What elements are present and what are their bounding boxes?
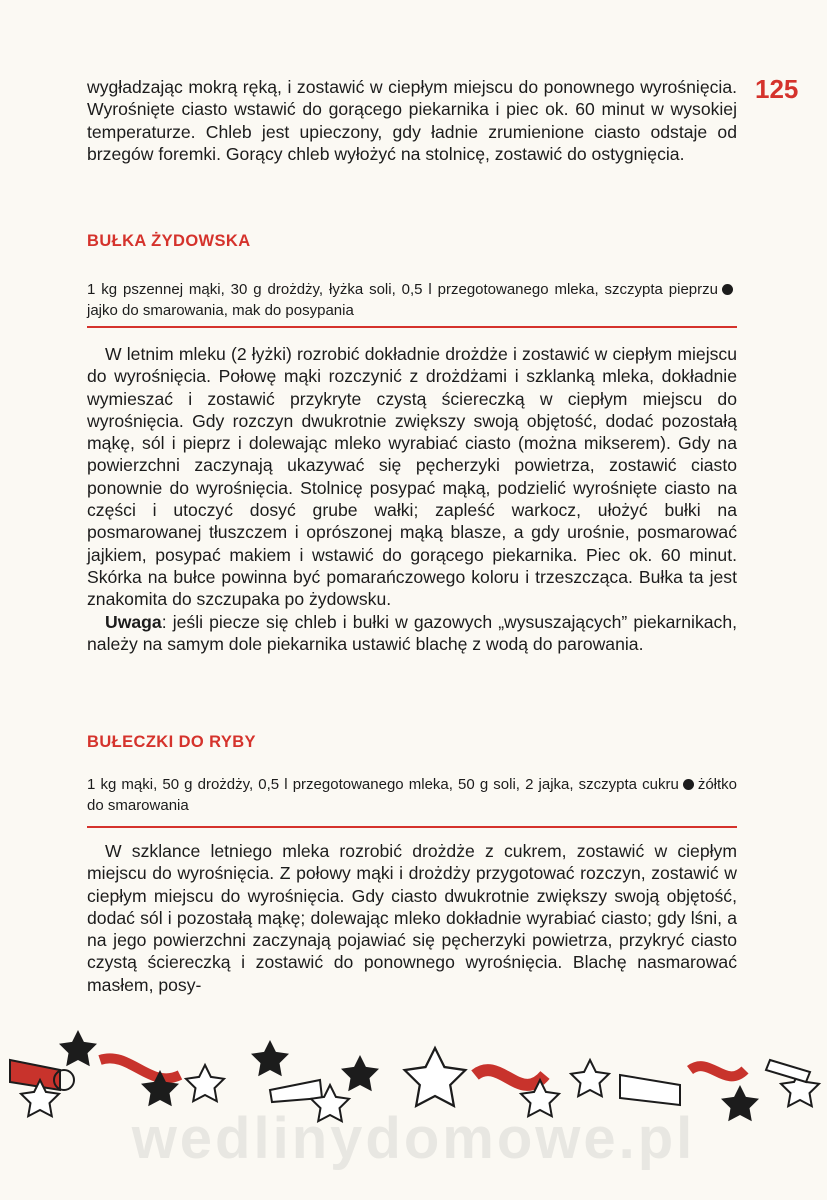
intro-block	[87, 76, 737, 165]
method-block-bulka-zydowska	[87, 343, 737, 655]
page-number: 125	[755, 74, 799, 104]
watermark: wedlinydomowe.pl	[131, 1106, 696, 1171]
streamer-swirl-icon	[100, 1058, 180, 1078]
star-icon	[571, 1060, 609, 1096]
ingredients-main: 1 kg mąki, 50 g drożdży, 0,5 l przegotowanego mleka, 50 g soli, 2 jajka, szczypta cukru	[87, 776, 679, 793]
recipe-title-buleczki-do-ryby: BUŁECZKI DO RYBY	[87, 733, 256, 751]
note-text: : jeśli piecze się chleb i bułki w gazowych „wysuszających” piekarnikach, należy na samym dole piekarnika ustawić blachę z wodą do parowania.	[87, 611, 737, 654]
ingredients-extra: jajko do smarowania, mak do posypania	[87, 302, 354, 319]
star-icon	[341, 1055, 379, 1091]
party-horn-icon	[620, 1075, 680, 1105]
ingredients-main: 1 kg pszennej mąki, 30 g drożdży, łyżka soli, 0,5 l przegotowanego mleka, szczypta pieprzu	[87, 281, 718, 298]
ingredients-extra: żółtko do smarowania	[87, 776, 737, 814]
method-block-buleczki-do-ryby	[87, 840, 737, 996]
streamer-swirl-icon	[475, 1070, 545, 1085]
method-paragraph: W letnim mleku (2 łyżki) rozrobić dokładnie drożdże i zostawić w ciepłym miejscu do wyrośnięcia. Połowę mąki rozczynić z drożdżami i szklanką mleka, dokładnie wymieszać i zostawić przykryte czystą ściereczką w ciepłym miejscu do wyrośnięcia. Gdy rozczyn dwukrotnie zwiększy swoją objętość, dodać pozostałą mąkę, sól i pieprz i dolewając mleko wyrabiać ciasto (można mikserem). Gdy na powierzchni zaczynają ukazywać się pęcherzyki powietrza, zostawić ciasto ponownie do wyrośnięcia. Stolnicę posypać mąką, podzielić wyrośnięte ciasto na części i utoczyć dosyć grube wałki; zapleść warkocz, ułożyć bułki na posmarowanej tłuszczem i oprószonej mąką blasze, a gdy urośnie, posmarować jajkiem, posypać makiem i wstawić do gorącego piekarnika. Piec ok. 60 minut. Skórka na bułce powinna być pomarańczowego koloru i trzeszcząca. Bułka ta jest znakomita do szczupaka po żydowsku.	[87, 344, 737, 610]
recipe-title-bulka-zydowska: BUŁKA ŻYDOWSKA	[87, 232, 251, 250]
divider-line	[87, 826, 737, 828]
note-label: Uwaga	[105, 611, 162, 632]
divider-line	[87, 326, 737, 328]
bullet-icon	[683, 779, 694, 790]
method-paragraph: W szklance letniego mleka rozrobić drożdże z cukrem, zostawić w ciepłym miejscu do wyrośnięcia. Z połowy mąki i drożdży przygotować rozczyn, zostawić w ciepłym miejscu do wyrośnięcia. Gdy ciasto dwukrotnie zwiększy swoją objętość, dodać sól i pozostałą mąkę; dolewając mleko dokładnie wyrabiać ciasto; gdy lśni, a na jego powierzchni zaczynają pojawiać się pęcherzyki powietrza, przykryć ciasto czystą ściereczką i zostawić do ponownego wyrośnięcia. Blachę nasmarować masłem, posy-	[87, 841, 737, 995]
streamer-swirl-icon	[690, 1066, 745, 1076]
ingredients-buleczki-do-ryby	[87, 774, 737, 816]
ingredients-bulka-zydowska	[87, 279, 737, 321]
rolled-scroll-icon	[766, 1060, 810, 1082]
note-paragraph	[87, 611, 737, 656]
star-icon	[59, 1030, 97, 1066]
intro-paragraph: wygładzając mokrą ręką, i zostawić w ciepłym miejscu do ponownego wyrośnięcia. Wyrośnięte ciasto wstawić do gorącego piekarnika i piec ok. 60 minut w wysokiej temperaturze. Chleb jest upieczony, gdy ładnie zrumienione ciasto odstaje od brzegów foremki. Gorący chleb wyłożyć na stolnicę, zostawić do ostygnięcia.	[87, 77, 737, 164]
star-icon	[186, 1065, 224, 1101]
bullet-icon	[722, 284, 733, 295]
star-icon	[251, 1040, 289, 1076]
large-star-icon	[405, 1048, 466, 1106]
